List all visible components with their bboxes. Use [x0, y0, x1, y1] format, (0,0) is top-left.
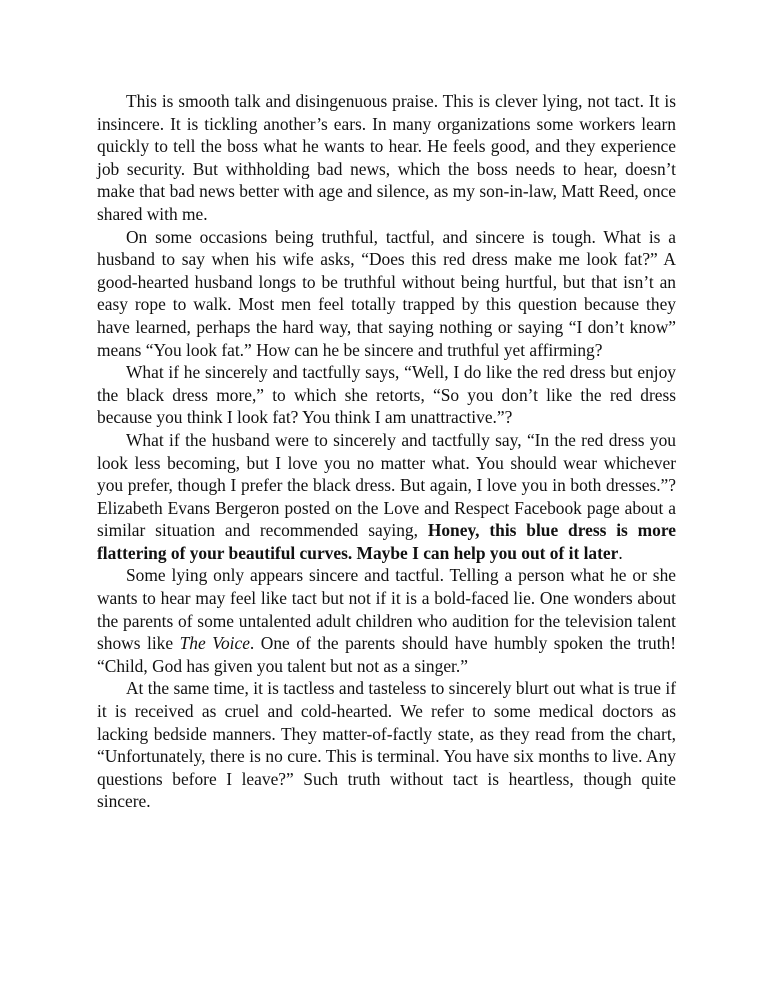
paragraph-red-dress-question: On some occasions being truthful, tactful, and sincere is tough. What is a husband to say when his wife asks, “Does this red dress make me look fat?” A good-hearted husband longs to be truthful without being hurtful, but that isn’t an easy rope to walk. Most men feel totally trapped by this question because they have learned, perhaps the hard way, that saying nothing or saying “I don’t know” means “You look fat.” How can he be sincere and truthful yet affirming?	[97, 226, 676, 360]
paragraph-text: Some lying only appears sincere and tactful. Telling a person what he or she wants to hear may feel like tact but not if it is a bold-faced lie. One wonders about the parents of some untalented adult children who audition for the television talent shows like	[97, 565, 676, 654]
paragraph-text: . One of the parents should have humbly spoken the truth! “Child, God has given you talent but not as a singer.”	[97, 633, 677, 676]
paragraph-black-dress-reply: What if he sincerely and tactfully says, “Well, I do like the red dress but enjoy the black dress more,” to which she retorts, “So you don’t like the red dress because you think I look fat? You think I am unattractive.”?	[97, 362, 676, 428]
paragraph-lying-appears-sincere	[97, 564, 676, 677]
bold-quote: Honey, this blue dress is more flattering of your beautiful curves. Maybe I can help you out of it later	[97, 520, 676, 563]
paragraph-text: .	[618, 542, 623, 563]
page-body	[97, 90, 676, 813]
paragraph-text: What if the husband were to sincerely and tactfully say, “In the red dress you look less becoming, but I love you no matter what. You should wear whichever you prefer, though I prefer the black dress. But again, I love you in both dresses.”? Elizabeth Evans Bergeron posted on the Love and Respect Facebook page about a similar situation and recommended saying,	[97, 429, 676, 541]
paragraph-bedside-manners: At the same time, it is tactless and tasteless to sincerely blurt out what is true if it is received as cruel and cold-hearted. We refer to some medical doctors as lacking bedside manners. They matter-of-factly state, as they read from the chart, “Unfortunately, there is no cure. This is terminal. You have six months to live. Any questions before I leave?” Such truth without tact is heartless, though quite sincere.	[97, 678, 676, 812]
paragraph-smooth-talk: This is smooth talk and disingenuous praise. This is clever lying, not tact. It is insincere. It is tickling another’s ears. In many organizations some workers learn quickly to tell the boss what he wants to hear. He feels good, and they experience job security. But withholding bad news, which the boss needs to hear, doesn’t make that bad news better with age and silence, as my son-in-law, Matt Reed, once shared with me.	[97, 91, 676, 224]
paragraph-husband-answer	[97, 429, 676, 565]
show-title: The Voice	[179, 633, 250, 654]
